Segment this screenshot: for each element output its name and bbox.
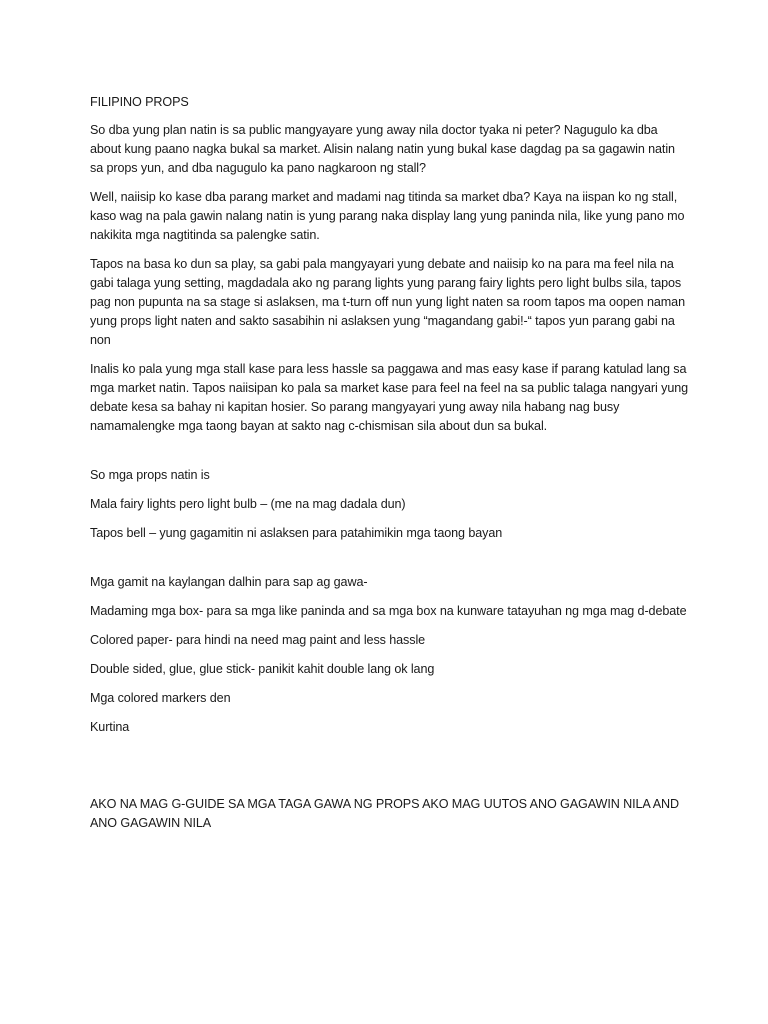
materials-item: Colored paper- para hindi na need mag paint and less hassle [90, 633, 426, 647]
props-heading: So mga props natin is [90, 468, 210, 482]
materials-item: Kurtina [90, 720, 130, 734]
paragraph-stall: Inalis ko pala yung mga stall kase para less hassle sa paggawa and mas easy kase if parang katulad lang sa mga market natin. Tapos naiisipan ko pala sa market kase para feel na feel na sa public talaga nangyari yung debate kesa sa bahay ni kapitan hosier. So parang mangyayari yung away nila habang nag busy namamalengke mga taong bayan at sakto nag c-chismisan sila about dun sa bukal. [90, 362, 689, 433]
props-item: Tapos bell – yung gagamitin ni aslaksen para patahimikin mga taong bayan [90, 526, 503, 540]
materials-item: Double sided, glue, glue stick- panikit kahit double lang ok lang [90, 662, 435, 676]
document-page [90, 93, 690, 843]
paragraph-lights: Tapos na basa ko dun sa play, sa gabi pala mangyayari yung debate and naiisip ko na para ma feel nila na gabi talaga yung setting, magdadala ako ng parang lights yung parang fairy lights pero light bulbs sila, tapos pag non pupunta na sa stage si aslaksen, ma t-turn off nun yung light naten sa room tapos ma oopen naman yung props light naten and sakto sasabihin ni aslaksen yung “magandang gabi!-“ tapos yun parang gabi na non [90, 257, 685, 347]
materials-item: Madaming mga box- para sa mga like paninda and sa mga box na kunware tatayuhan ng mga mag d-debate [90, 604, 687, 618]
materials-item: Mga colored markers den [90, 691, 231, 705]
paragraph-plan: So dba yung plan natin is sa public mangyayare yung away nila doctor tyaka ni peter? Nagugulo ka dba about kung paano nagka bukal sa market. Alisin nalang natin yung bukal kase dagdag pa sa gagawin natin sa props yun, and dba nagugulo ka pano nagkaroon ng stall? [90, 123, 675, 175]
props-item: Mala fairy lights pero light bulb – (me na mag dadala dun) [90, 497, 406, 511]
closing-statement: AKO NA MAG G-GUIDE SA MGA TAGA GAWA NG PROPS AKO MAG UUTOS ANO GAGAWIN NILA AND ANO GAGAWIN NILA [90, 797, 680, 830]
materials-heading: Mga gamit na kaylangan dalhin para sap ag gawa- [90, 575, 368, 589]
document-title: FILIPINO PROPS [90, 95, 189, 109]
paragraph-market: Well, naiisip ko kase dba parang market and madami nag titinda sa market dba? Kaya na iispan ko ng stall, kaso wag na pala gawin nalang natin is yung parang naka display lang yung paninda nila, like yung pano mo nakikita mga nagtitinda sa palengke satin. [90, 190, 685, 242]
